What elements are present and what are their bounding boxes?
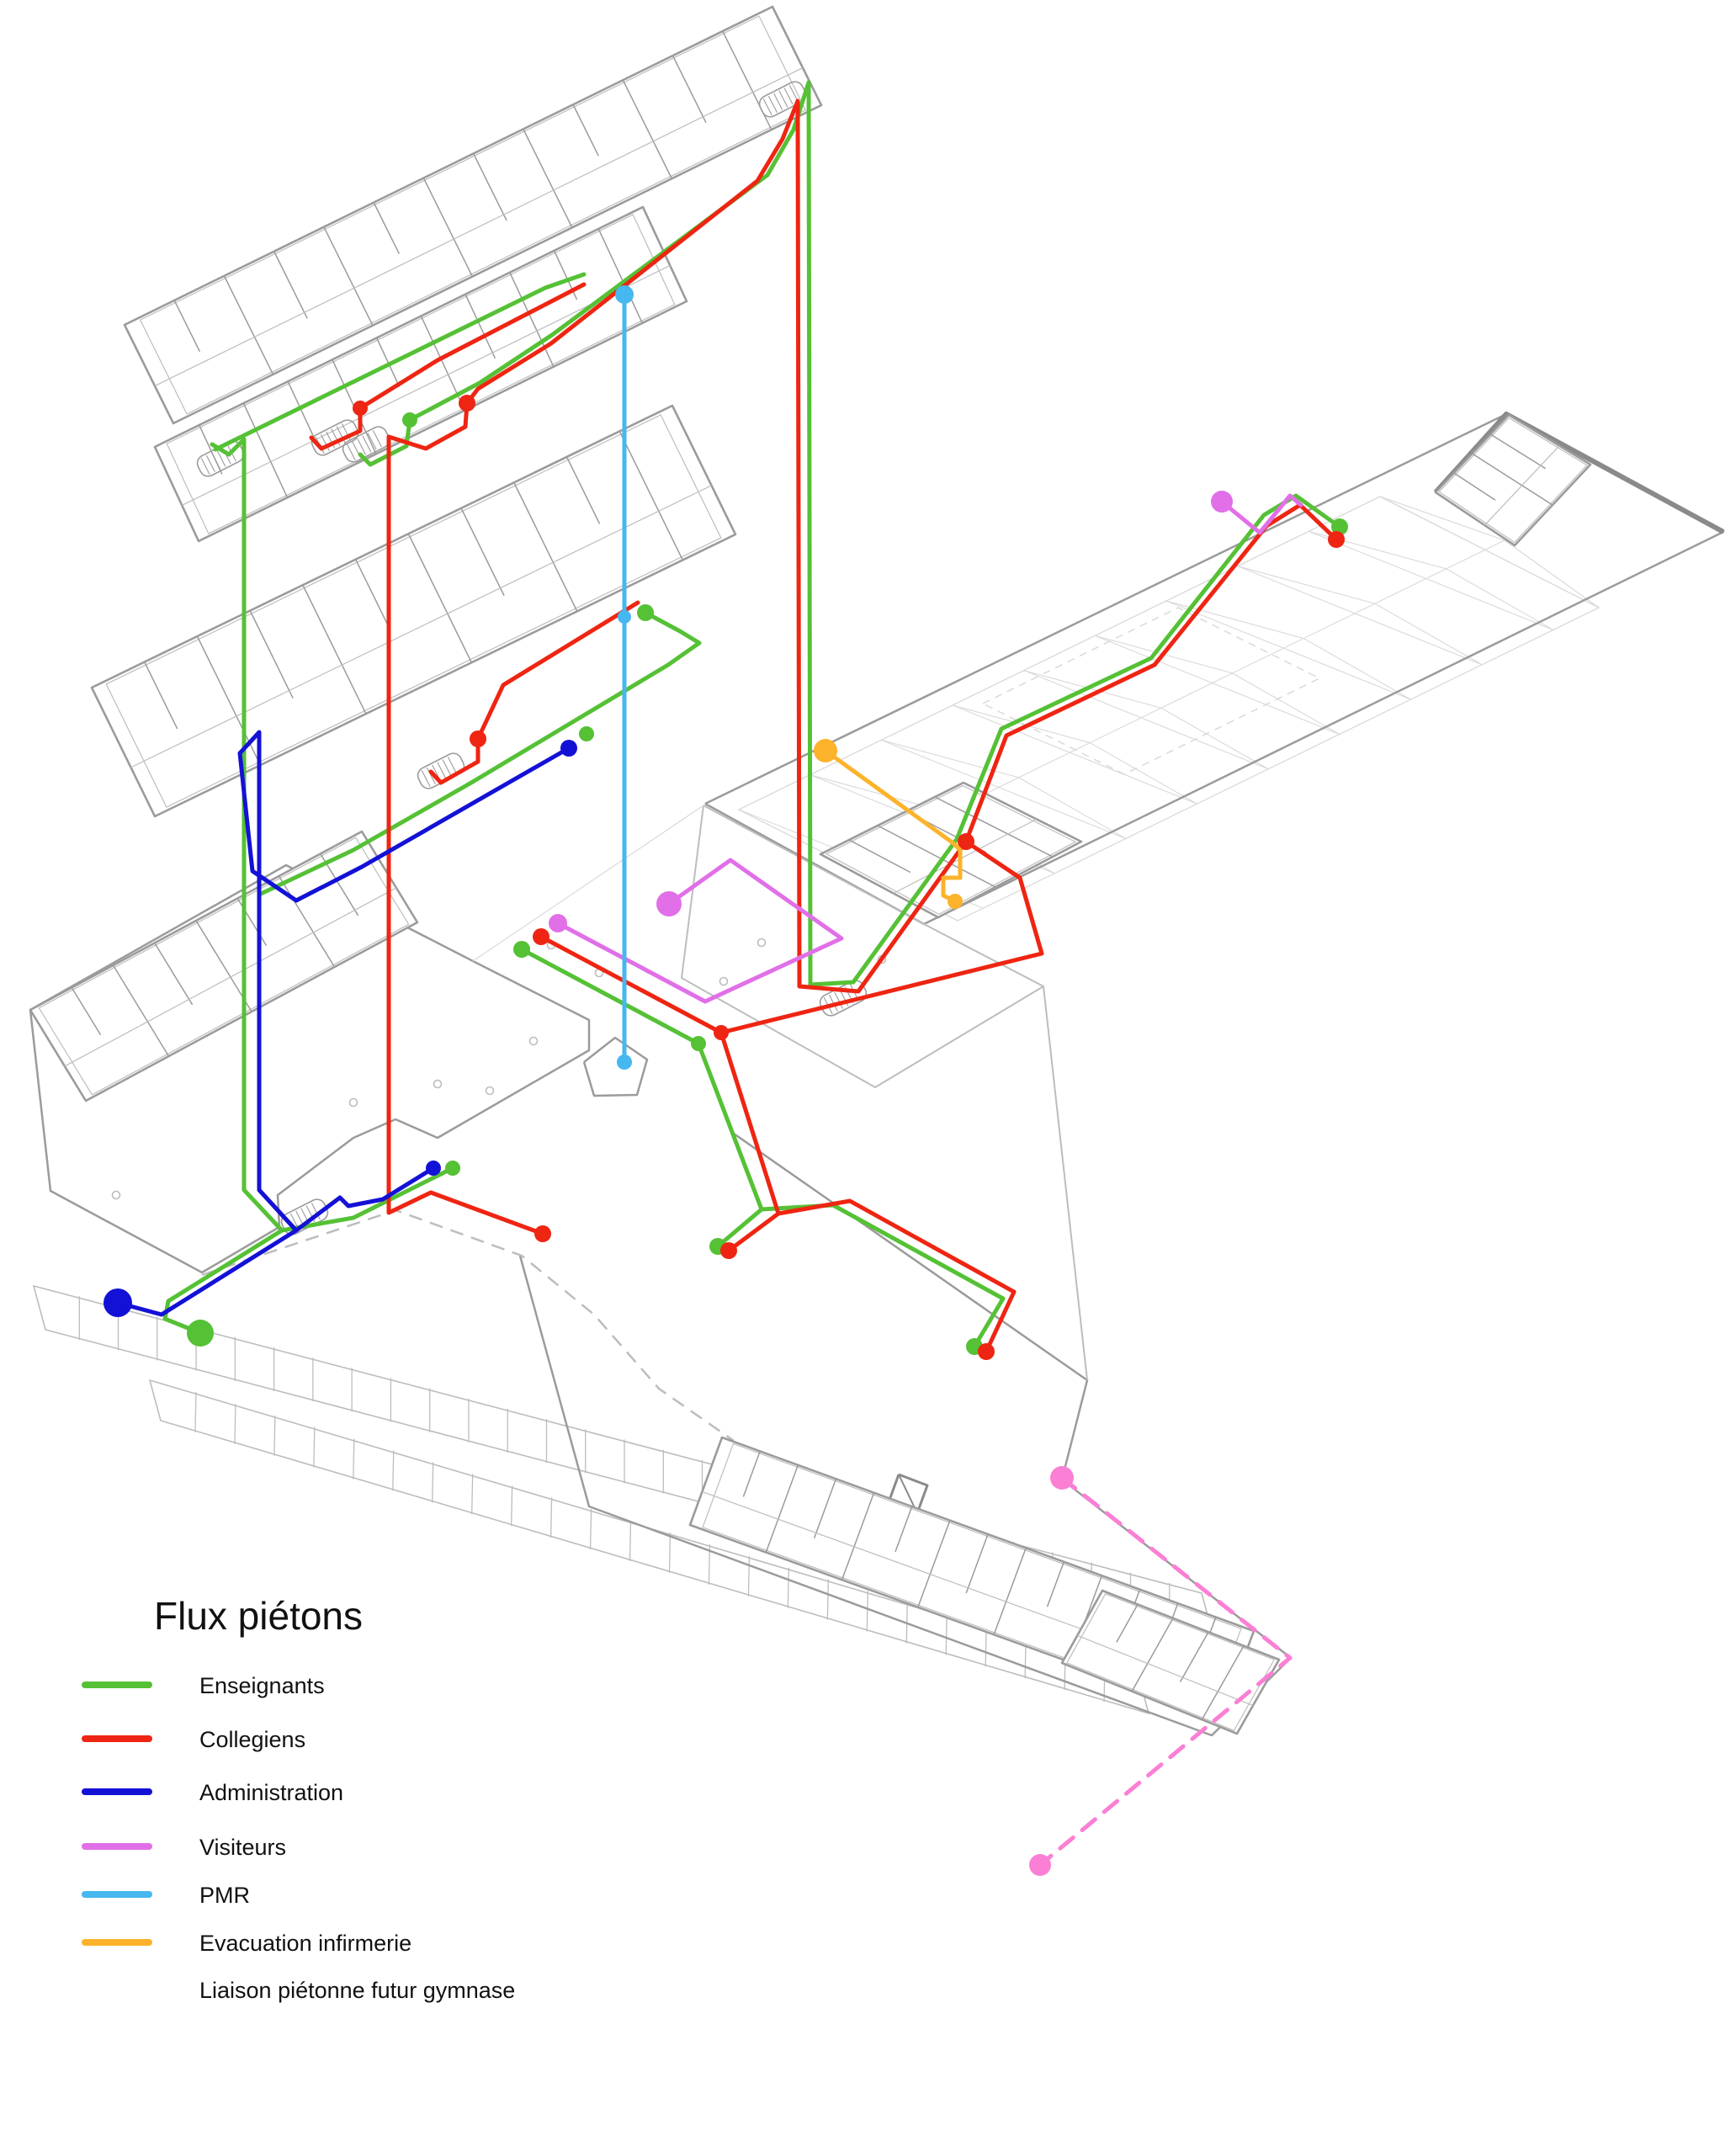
wing-rooms-block [1436,415,1590,545]
pentagon-room [584,1038,647,1096]
legend-swatch-administration [82,1788,152,1795]
courtyard-dashed-rect [983,608,1319,774]
flow-visiteurs-endpoint-dot [549,914,567,932]
flow-collegiens-endpoint-dot [459,395,475,412]
flow-evacuation-endpoint-dot [948,894,963,909]
legend-label: Visiteurs [199,1835,287,1860]
flow-enseignants-path [762,1205,1003,1347]
ground-left-rooms [30,831,417,1101]
flow-pmr [615,285,634,1070]
mid-south-edge [1043,986,1087,1380]
legend-label: Collegiens [199,1727,306,1752]
flow-collegiens-endpoint-dot [534,1225,551,1242]
legend-swatch-pmr [82,1891,152,1898]
legend-label: Administration [199,1780,344,1805]
legend-swatch-visiteurs [82,1843,152,1850]
flow-collegiens-endpoint-dot [714,1025,729,1040]
legend-title: Flux piétons [154,1594,364,1638]
facade-edge [202,1210,734,1441]
flow-enseignants-endpoint-dot [402,412,417,428]
legend-swatch-collegiens [82,1735,152,1742]
flow-pmr-endpoint-dot [615,285,634,304]
flow-enseignants-endpoint-dot [579,726,594,741]
flow-collegiens-endpoint-dot [353,401,368,416]
legend-swatch-enseignants [82,1681,152,1688]
legend-label: Enseignants [199,1673,325,1698]
flow-evacuation-endpoint-dot [814,739,837,762]
flow-enseignants-endpoint-dot [187,1320,214,1347]
flow-enseignants-path [165,1230,282,1333]
flow-collegiens-path [778,1201,1014,1352]
flow-enseignants-endpoint-dot [513,941,530,958]
flow-administration-endpoint-dot [426,1161,441,1176]
flow-collegiens-endpoint-dot [720,1242,737,1259]
flow-collegiens-endpoint-dot [1328,531,1345,548]
flow-collegiens-endpoint-dot [470,730,486,747]
flow-visiteurs-endpoint-dot [656,891,682,916]
flow-enseignants-endpoint-dot [445,1161,460,1176]
legend-swatch-liaison [82,1986,152,1993]
flow-collegiens [311,101,1345,1360]
flow-collegiens-endpoint-dot [978,1343,995,1360]
flow-visiteurs-endpoint-dot [1211,491,1233,513]
flow-administration-endpoint-dot [104,1288,132,1317]
legend-swatch-evacuation [82,1939,152,1946]
flow-administration-endpoint-dot [560,740,577,757]
flow-pmr-endpoint-dot [617,1055,632,1070]
flow-enseignants-endpoint-dot [637,604,654,621]
flow-liaison-endpoint-dot [1050,1466,1074,1490]
flow-pmr-endpoint-dot [618,610,631,624]
flow-enseignants-endpoint-dot [691,1036,706,1051]
flow-collegiens-endpoint-dot [533,928,549,945]
legend-label: PMR [199,1883,250,1908]
flow-liaison-endpoint-dot [1029,1854,1051,1876]
legend-label: Evacuation infirmerie [199,1931,412,1956]
legend-label: Liaison piétonne futur gymnase [199,1978,516,2003]
